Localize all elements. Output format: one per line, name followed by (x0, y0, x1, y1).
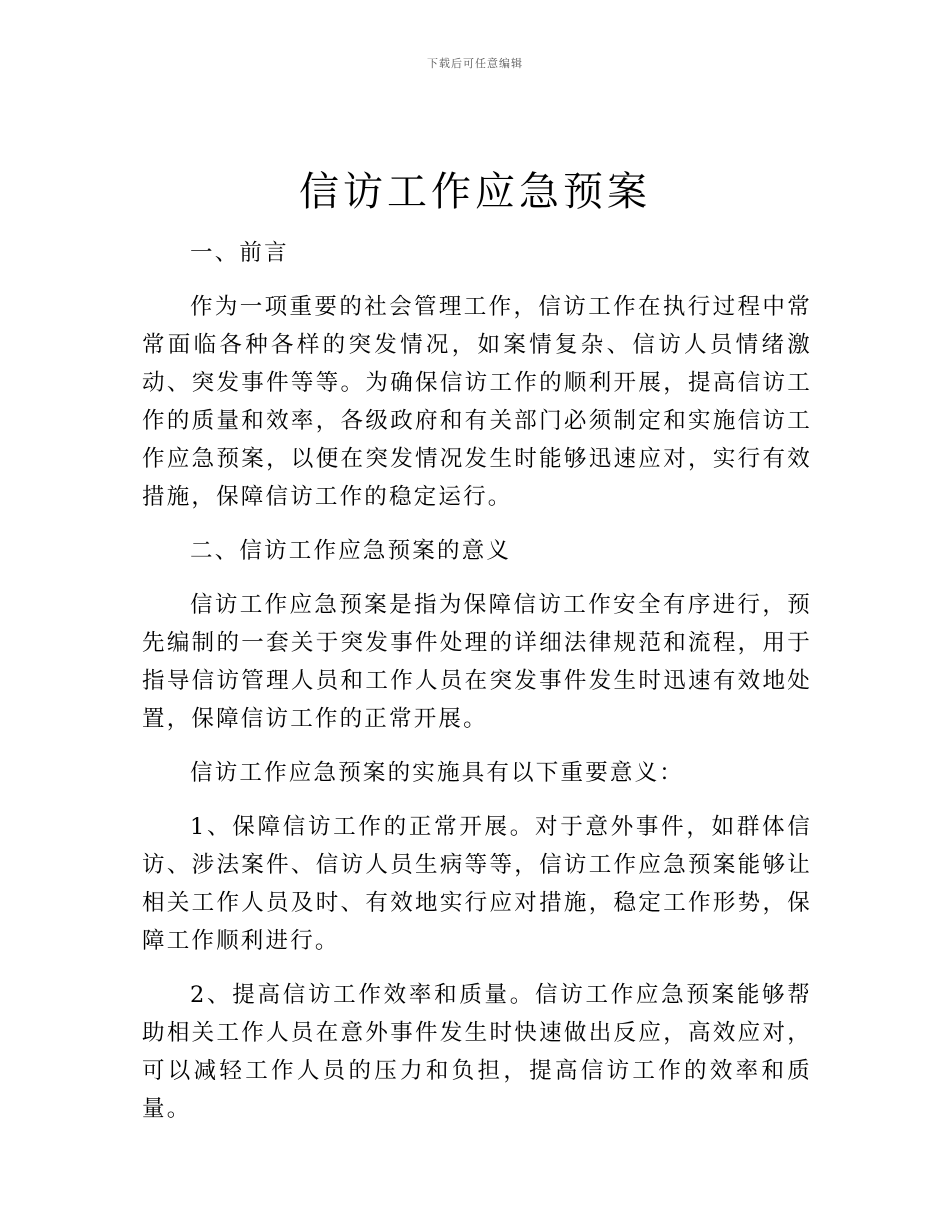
paragraph-preface: 作为一项重要的社会管理工作，信访工作在执行过程中常常面临各种各样的突发情况，如案情复杂、信访人员情绪激动、突发事件等等。为确保信访工作的顺利开展，提高信访工作的质量和效率，各级政府和有关部门必须制定和实施信访工作应急预案，以便在突发情况发生时能够迅速应对，实行有效措施，保障信访工作的稳定运行。 (142, 294, 812, 510)
header-note: 下载后可任意编辑 (427, 57, 523, 70)
paragraph-significance-intro: 信访工作应急预案的实施具有以下重要意义： (190, 760, 685, 786)
document-title: 信访工作应急预案 (299, 169, 651, 215)
section-heading-preface: 一、前言 (190, 240, 289, 266)
document-body (142, 234, 812, 1128)
list-item-1: 1、保障信访工作的正常开展。对于意外事件，如群体信访、涉法案件、信访人员生病等等，信访工作应急预案能够让相关工作人员及时、有效地实行应对措施，稳定工作形势，保障工作顺利进行。 (142, 814, 812, 954)
section-heading-significance: 二、信访工作应急预案的意义 (190, 538, 512, 564)
list-item-2: 2、提高信访工作效率和质量。信访工作应急预案能够帮助相关工作人员在意外事件发生时快速做出反应，高效应对，可以减轻工作人员的压力和负担，提高信访工作的效率和质量。 (142, 982, 812, 1122)
paragraph-definition: 信访工作应急预案是指为保障信访工作安全有序进行，预先编制的一套关于突发事件处理的详细法律规范和流程，用于指导信访管理人员和工作人员在突发事件发生时迅速有效地处置，保障信访工作的正常开展。 (142, 592, 812, 732)
